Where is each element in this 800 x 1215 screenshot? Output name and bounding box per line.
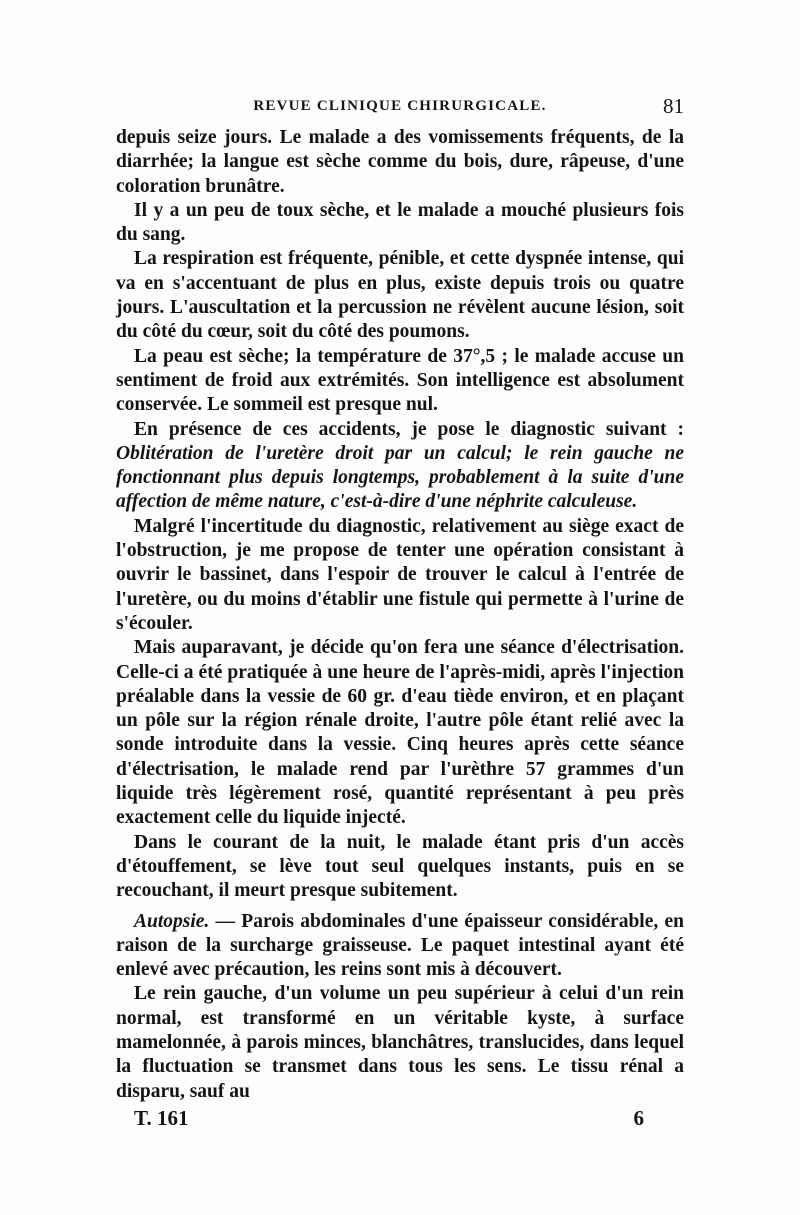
- paragraph: Mais auparavant, je décide qu'on fera une séance d'électrisation. Celle-ci a été pratiquée à une heure de l'après-midi, après l'injection préalable dans la vessie de 60 gr. d'eau tiède environ, et en plaçant un pôle sur la région rénale droite, l'autre pôle étant relié avec la sonde introduite dans la vessie. Cinq heures après cette séance d'électrisation, le malade rend par l'urèthre 57 grammes d'un liquide très légèrement rosé, quantité représentant à peu près exactement celle du liquide injecté.: [116, 637, 684, 829]
- paragraph: depuis seize jours. Le malade a des vomissements fréquents, de la diarrhée; la langue est sèche comme du bois, dure, râpeuse, d'une coloration brunâtre.: [116, 127, 684, 197]
- paragraph: [116, 910, 684, 983]
- sheet-number: 6: [633, 1106, 644, 1130]
- paragraph: La respiration est fréquente, pénible, et cette dyspnée intense, qui va en s'accentuant de plus en plus, existe depuis trois ou quatre jours. L'auscultation et la percussion ne révèlent aucune lésion, soit du côté du cœur, soit du côté des poumons.: [116, 248, 684, 343]
- running-head: REVUE CLINIQUE CHIRURGICALE.: [253, 98, 547, 114]
- paragraph: La peau est sèche; la température de 37°,5 ; le malade accuse un sentiment de froid aux extrémités. Son intelligence est absolument conservée. Le sommeil est presque nul.: [116, 345, 684, 416]
- page-header: [116, 94, 684, 122]
- autopsy-heading: Autopsie.: [134, 910, 210, 932]
- paragraph: Le rein gauche, d'un volume un peu supérieur à celui d'un rein normal, est transformé en un véritable kyste, à surface mamelonnée, à parois minces, blanchâtres, translucides, dans lequel la fluctuation se transmet dans tous les sens. Le tissu rénal a disparu, sauf au: [116, 983, 684, 1102]
- paragraph: Dans le courant de la nuit, le malade étant pris d'un accès d'étouffement, se lève tout seul quelques instants, puis en se recouchant, il meurt presque subitement.: [116, 831, 684, 902]
- paragraph: Malgré l'incertitude du diagnostic, relativement au siège exact de l'obstruction, je me propose de tenter une opération consistant à ouvrir le bassinet, dans l'espoir de trouver le calcul à l'entrée de l'uretère, ou du moins d'établir une fistule qui permette à l'urine de s'écouler.: [116, 515, 684, 634]
- page-footer: [116, 1106, 684, 1134]
- paragraph-text: En présence de ces accidents, je pose le diagnostic suivant :: [134, 418, 684, 440]
- paragraph-text: — Parois abdominales d'une épaisseur considérable, en raison de la surcharge graisseuse. Le paquet intestinal ayant été enlevé avec précaution, les reins sont mis à découvert.: [116, 910, 684, 981]
- signature-mark: T. 161: [134, 1106, 189, 1130]
- paragraph: Il y a un peu de toux sèche, et le malade a mouché plusieurs fois du sang.: [116, 199, 684, 246]
- page-number: 81: [663, 94, 684, 118]
- diagnosis-italic: Oblitération de l'uretère droit par un calcul; le rein gauche ne fonctionnant plus depuis longtemps, probablement à la suite d'une affection de même nature, c'est-à-dire d'une néphrite calculeuse.: [116, 442, 684, 513]
- body-text: [116, 126, 684, 1104]
- paragraph: [116, 418, 684, 515]
